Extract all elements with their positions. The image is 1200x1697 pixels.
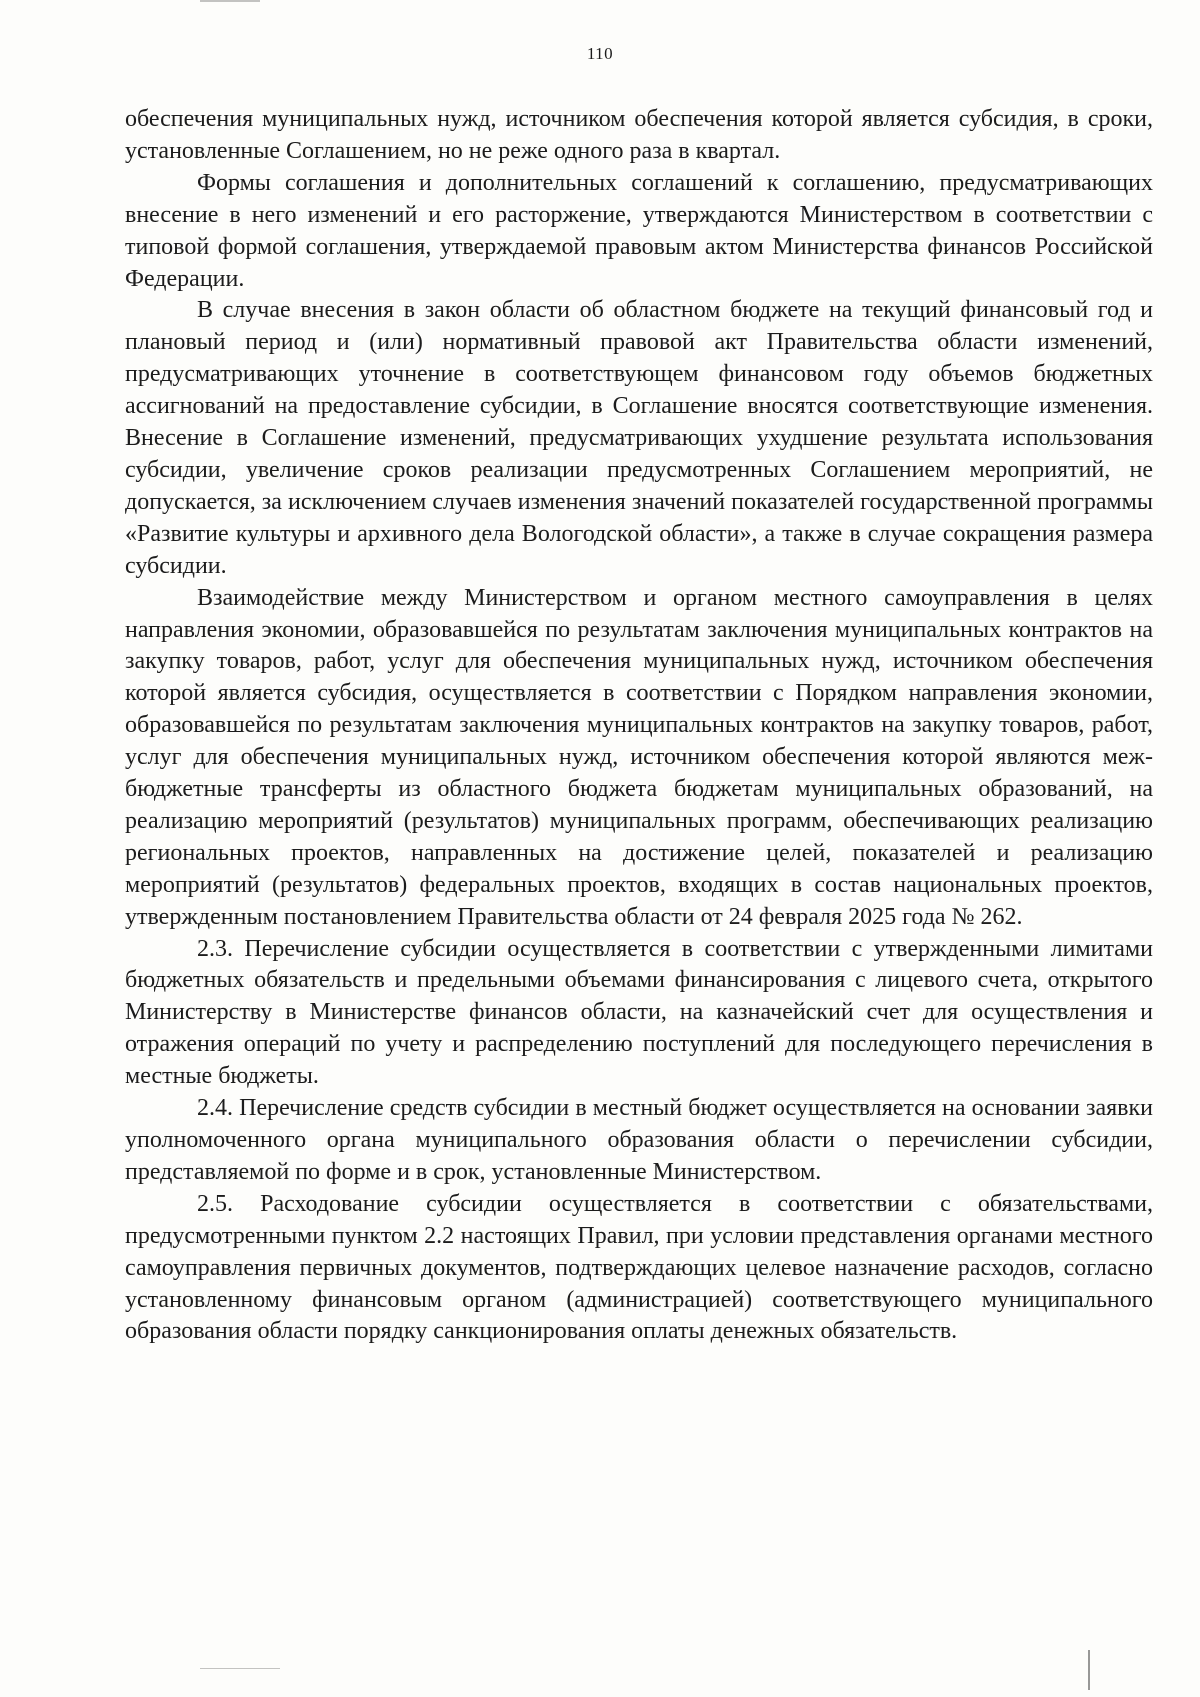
document-body	[125, 104, 1153, 1348]
scan-artifact	[1088, 1650, 1090, 1690]
paragraph-clause-2-4: 2.4. Перечисление средств субсидии в местный бюджет осуществляется на основании заявки уполномоченного органа муниципального образования области о перечислении субсидии, представляемой по форме и в срок, установленные Министерством.	[125, 1095, 1153, 1185]
scan-artifact	[200, 0, 260, 2]
paragraph-savings-interaction: Взаимодействие между Министерством и органом местного самоуправления в целях направления экономии, образовавшейся по результатам заключения муниципальных контрактов на закупку товаров, работ, услуг для обеспечения муниципальных нужд, источником обеспечения которой является субсидия, осуществляется в соответствии с Порядком направления экономии, образовавшейся по результатам заключения муниципальных контрактов на закупку товаров, работ, услуг для обеспечения муниципальных нужд, источником обеспечения которой являются межбюджетные трансферты из областного бюджета бюджетам муниципальных образований, на реализацию мероприятий (результатов) муниципальных программ, обеспечивающих реализацию региональных проектов, направленных на достижение целей, показателей и реализацию мероприятий (результатов) федеральных проектов, входящих в состав национальных проектов, утвержденным постановлением Правительства области от 24 февраля 2025 года № 262.	[125, 584, 1153, 930]
paragraph-budget-changes: В случае внесения в закон области об областном бюджете на текущий финансовый год и плановый период и (или) нормативный правовой акт Правительства области изменений, предусматривающих уточнение в соответствующем финансовом году объемов бюджетных ассигнований на предоставление субсидии, в Соглашение вносятся соответствующие изменения. Внесение в Соглашение изменений, предусматривающих ухудшение результата использования субсидии, увеличение сроков реализации предусмотренных Соглашением мероприятий, не допускается, за исключением случаев изменения значений показателей государственной программы «Развитие культуры и архивного дела Вологодской области», а также в случае сокращения размера субсидии.	[125, 297, 1153, 579]
paragraph-clause-2-3: 2.3. Перечисление субсидии осуществляется в соответствии с утвержденными лимитами бюджетных обязательств и предельными объемами финансирования с лицевого счета, открытого Министерству в Министерстве финансов области, на казначейский счет для осуществления и отражения операций по учету и распределению поступлений для последующего перечисления в местные бюджеты.	[125, 935, 1153, 1090]
paragraph-continuation: обеспечения муниципальных нужд, источником обеспечения которой является субсидия, в сроки, установленные Соглашением, но не реже одного раза в квартал.	[125, 106, 1153, 164]
scan-artifact	[200, 1668, 280, 1669]
paragraph-agreement-forms: Формы соглашения и дополнительных соглашений к соглашению, предусматривающих внесение в него изменений и его расторжение, утверждаются Министерством в соответствии с типовой формой соглашения, утверждаемой правовым актом Министерства финансов Российской Федерации.	[125, 169, 1153, 292]
page-number: 110	[586, 44, 614, 63]
paragraph-clause-2-5: 2.5. Расходование субсидии осуществляется в соответствии с обязательствами, предусмотренными пунктом 2.2 настоящих Правил, при условии представления органами местного самоуправления первичных документов, подтверждающих целевое назначение расходов, согласно установленному финансовым органом (администрацией) соответствующего муниципального образования области порядку санкционирования оплаты денежных обязательств.	[125, 1190, 1153, 1345]
